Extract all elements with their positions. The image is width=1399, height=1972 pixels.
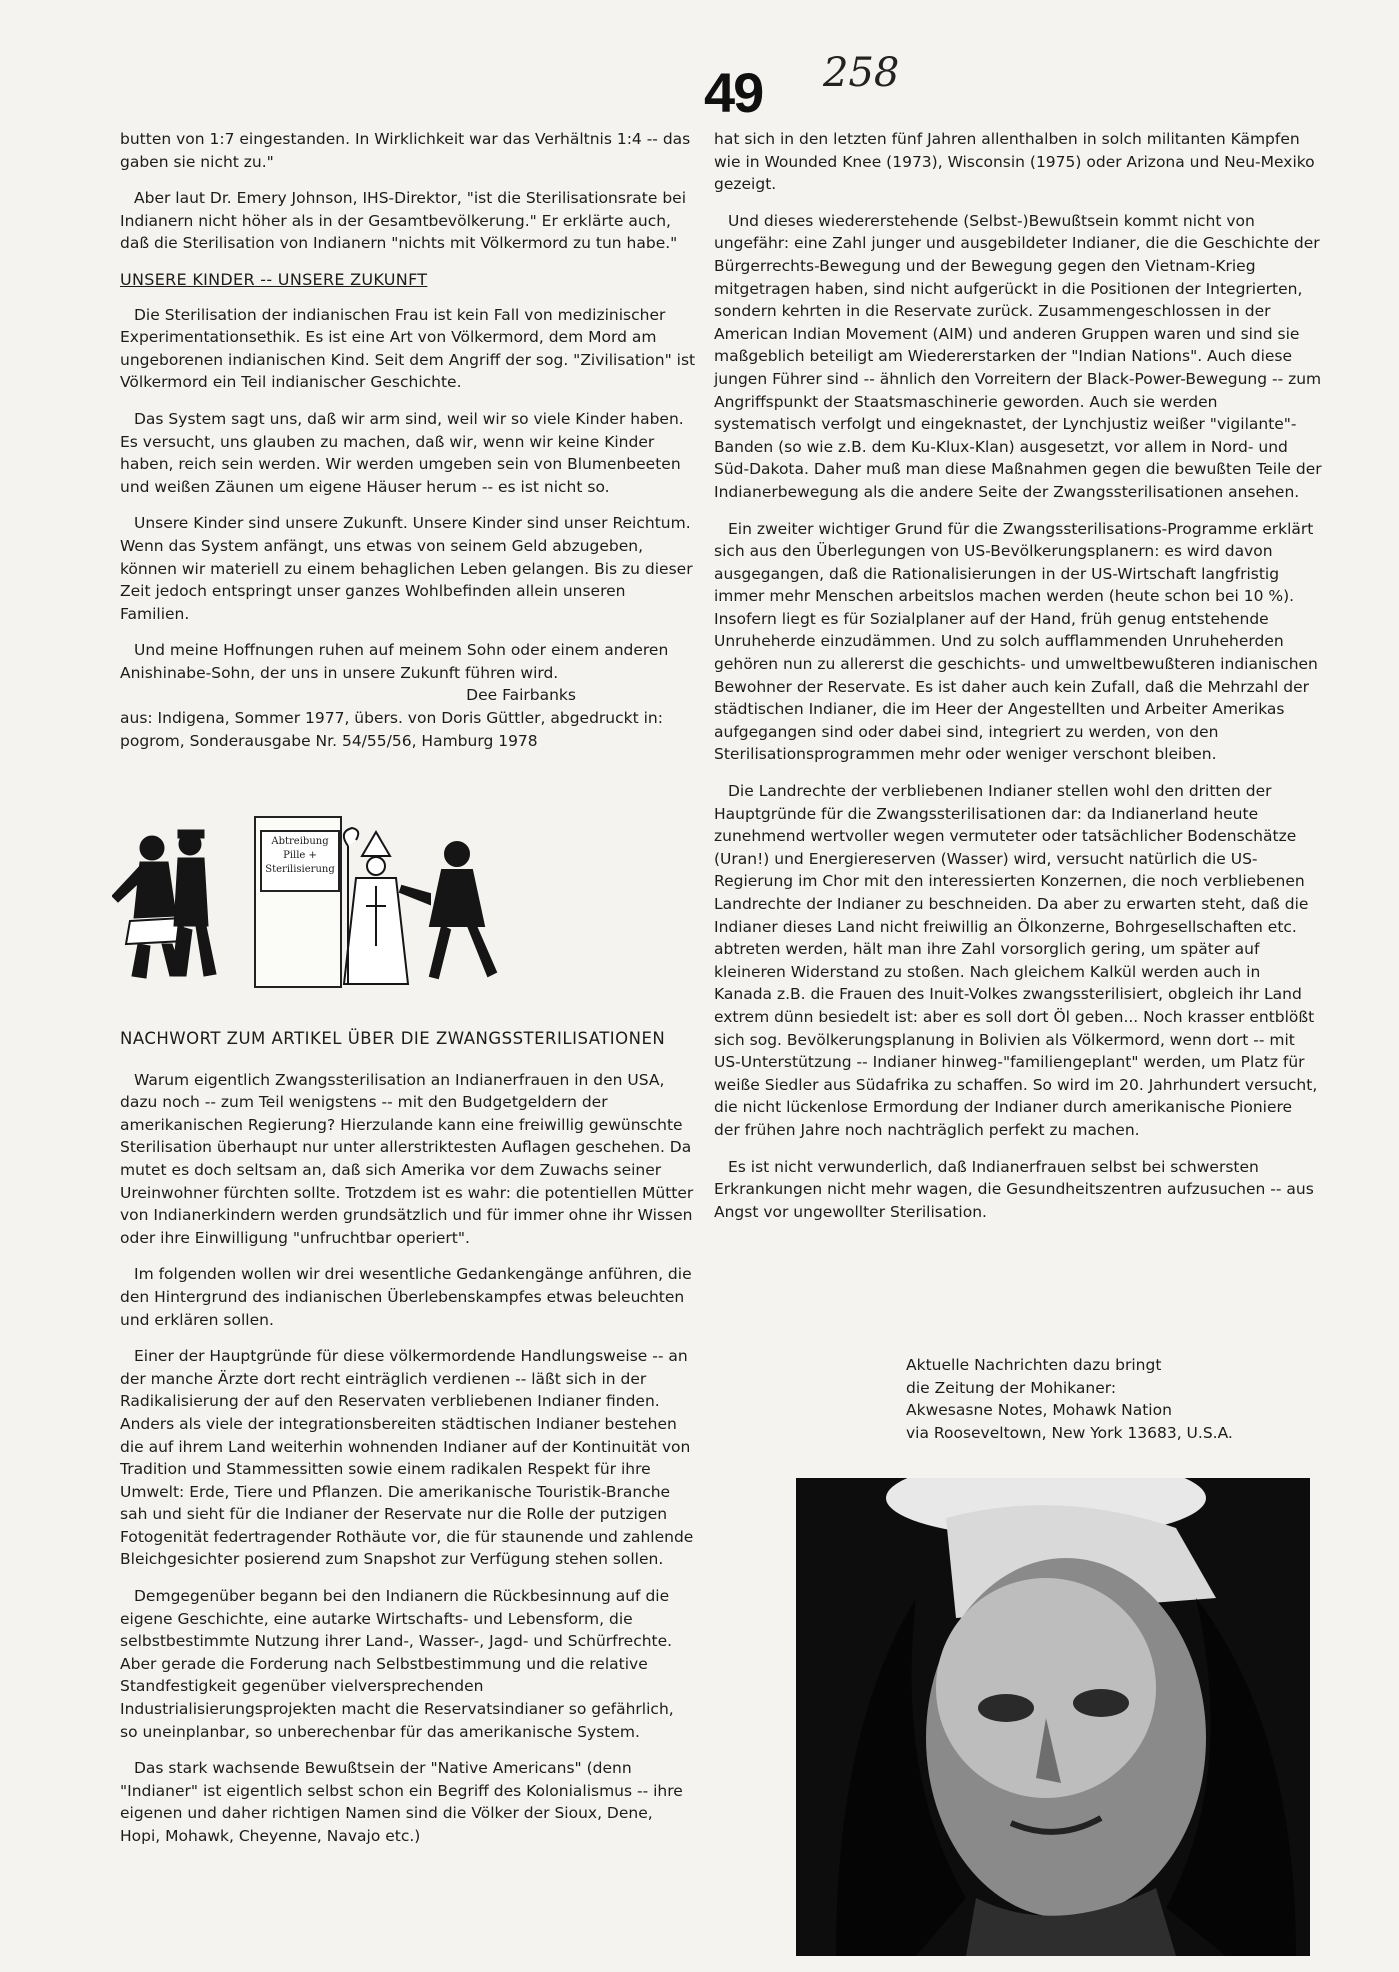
left-paragraph-10: Demgegenüber begann bei den Indianern die Rückbesinnung auf die eigene Geschichte, eine autarke Wirtschafts- und Lebensform, die selbstbestimmte Nutzung ihrer Land-, Wasser-, Jagd- und Schürfrechte. Aber gerade die Forderung nach Selbstbestimmung und die relative Standfestigkeit gegenüber vielversprechenden Industrialisierungsprojekten macht die Reservatsindianer so gefährlich, so uneinplanbar, so unberechenbar für das amerikanische System. [120,1587,674,1741]
handwritten-page-number: 258 [823,50,900,96]
left-paragraph-7: Warum eigentlich Zwangssterilisation an Indianerfrauen in den USA, dazu noch -- zum Teil wenigstens -- mit den Budgetgeldern der amerikanischen Regierung? Hierzulande kann eine freiwillig gewünschte Sterilisation überhaupt nur unter allerstriktesten Auflagen geschehen. Da mutet es doch seltsam an, daß sich Amerika vor dem Zuwachs seiner Ureinwohner fürchten sollte. Trotzdem ist es wahr: die potentiellen Mütter von Indianerkindern werden grundsätzlich und für immer ohne ihr Wissen oder ihre Einwilligung "unfruchtbar operiert". [120,1070,694,1247]
left-paragraph-6: Und meine Hoffnungen ruhen auf meinem Sohn oder einem anderen Anishinabe-Sohn, der uns in unsere Zukunft führen wird. [120,641,669,682]
contact-info [906,1354,1233,1444]
right-paragraph-1: hat sich in den letzten fünf Jahren allenthalben in solch militanten Kämpfen wie in Wounded Knee (1973), Wisconsin (1975) oder Arizona und Neu-Mexiko gezeigt. [714,130,1315,194]
page-number: 49 [704,61,763,124]
cartoon-door-sign [260,830,340,892]
left-column-bottom [120,1028,696,1862]
contact-line-2: die Zeitung der Mohikaner: [906,1378,1117,1397]
left-paragraph-5: Unsere Kinder sind unsere Zukunft. Unsere Kinder sind unser Reichtum. Wenn das System anfängt, uns etwas von seinem Geld abzugeben, können wir materiell zu einem behaglichen Leben gelangen. Bis zu dieser Zeit jedoch entspringt unser ganzes Wohlbefinden allein unseren Familien. [120,514,693,623]
right-paragraph-3: Ein zweiter wichtiger Grund für die Zwangssterilisations-Programme erklärt sich aus den Überlegungen von US-Bevölkerungsplanern: es wird davon ausgegangen, daß die Rationalisierungen in der US-Wirtschaft langfristig immer mehr Menschen arbeitslos machen werden (heute schon bei 10 %). Insofern liegt es für Sozialplaner auf der Hand, früh genug entstehende Unruheherde einzudämmen. Und zu solch aufflammenden Unruheherden gehören nun zu allererst die geschichts- und umweltbewußteren indianischen Bewohner der Reservate. Es ist daher auch kein Zufall, daß die Mehrzahl der städtischen Indianer, die im Heer der Angestellten und Arbeiter Amerikas aufgegangen sind oder dabei sind, integriert zu werden, von den Sterilisationsprogrammen mehr oder weniger verschont bleiben. [714,519,1318,764]
contact-line-3: Akwesasne Notes, Mohawk Nation [906,1401,1172,1420]
sign-line-1: Abtreibung [271,836,329,847]
right-column [714,128,1322,1237]
right-paragraph-5: Es ist nicht verwunderlich, daß Indianerfrauen selbst bei schwersten Erkrankungen nicht mehr wagen, die Gesundheitszentren aufzusuchen -- aus Angst vor ungewollter Sterilisation. [714,1157,1314,1221]
portrait-photo-graphic [796,1478,1310,1956]
author-signature: Dee Fairbanks [466,686,576,705]
portrait-photo [796,1478,1310,1956]
left-column-top [120,128,696,764]
left-paragraph-2: Aber laut Dr. Emery Johnson, IHS-Direktor, "ist die Sterilisationsrate bei Indianern nicht höher als in der Gesamtbevölkerung." Er erklärte auch, daß die Sterilisation von Indianern "nichts mit Völkermord zu tun habe." [120,189,687,253]
right-paragraph-2: Und dieses wiedererstehende (Selbst-)Bewußtsein kommt nicht von ungefähr: eine Zahl junger und ausgebildeter Indianer, die die Geschichte der Bürgerrechts-Bewegung und der Bewegung gegen den Vietnam-Krieg mitgetragen haben, sind nicht aufgerückt in die Positionen der Integrierten, sondern kehrten in die Reservate zurück. Zusammengeschlossen in der American Indian Movement (AIM) und anderen Gruppen waren und sind sie maßgeblich beteiligt am Wiedererstarken der "Indian Nations". Auch diese jungen Führer sind -- ähnlich den Vorreitern der Black-Power-Bewegung -- zum Angriffspunkt der Staatsmaschinerie geworden. Auch sie werden systematisch verfolgt und eingeknastet, der Lynchjustiz weißer "vigilante"-Banden (so wie z.B. dem Ku-Klux-Klan) ausgesetzt, vor allem in Nord- und Süd-Dakota. Daher muß man diese Maßnahmen gegen die bewußten Teile der Indianerbewegung als die andere Seite der Zwangssterilisationen ansehen. [714,211,1322,501]
left-paragraph-8: Im folgenden wollen wir drei wesentliche Gedankengänge anführen, die den Hintergrund des indianischen Überlebenskampfes etwas beleuchten und erklären sollen. [120,1265,692,1329]
left-paragraph-11: Das stark wachsende Bewußtsein der "Native Americans" (denn "Indianer" ist eigentlich selbst schon ein Begriff des Kolonialismus -- ihre eigenen und daher richtigen Namen sind die Völker der Sioux, Dene, Hopi, Mohawk, Cheyenne, Navajo etc.) [120,1759,683,1845]
heading-unsere-kinder: UNSERE KINDER -- UNSERE ZUKUNFT [120,269,428,289]
source-citation: aus: Indigena, Sommer 1977, übers. von Doris Güttler, abgedruckt in: pogrom, Sonderausgabe Nr. 54/55/56, Hamburg 1978 [120,709,663,750]
right-paragraph-4: Die Landrechte der verbliebenen Indianer stellen wohl den dritten der Hauptgründe für die Zwangssterilisationen dar: da Indianerland heute zunehmend wertvoller wegen vermuteter oder tatsächlicher Bodenschätze (Uran!) und Energiereserven (Wasser) wird, versucht natürlich die US-Regierung im Chor mit den interessierten Konzernen, die noch verbliebenen Landrechte der Indianer zu beschneiden. Da aber zu erwarten steht, daß die Indianer dieses Land nicht freiwillig an Ölkonzerne, Bohrgesellschaften etc. abtreten werden, hält man ihre Zahl vorsorglich gering, um später auf kleineren Widerstand zu stoßen. Nach gleichem Kalkül werden auch in Kanada z.B. die Frauen des Inuit-Volkes zwangssterilisiert, obgleich ihr Land extrem dünn besiedelt ist: aber es soll dort Öl geben... Noch krasser entblößt sich sog. Bevölkerungsplanung in Bolivien als Völkermord, wenn dort -- mit US-Unterstützung -- Indianer hinweg-"familiengeplant" werden, um Platz für weiße Siedler aus Südafrika zu schaffen. So wird im 20. Jahrhundert versucht, die nicht lückenlose Ermordung der Indianer durch amerikanische Pioniere der frühen Jahre noch nachträglich perfekt zu machen. [714,782,1318,1139]
heading-nachwort: NACHWORT ZUM ARTIKEL ÜBER DIE ZWANGSSTERILISATIONEN [120,1029,666,1048]
sign-line-3: Sterilisierung [265,864,335,875]
left-paragraph-3: Die Sterilisation der indianischen Frau ist kein Fall von medizinischer Experimentationsethik. Es ist eine Art von Völkermord, dem Mord am ungeborenen indianischen Kind. Seit dem Angriff der sog. "Zivilisation" ist Völkermord ein Teil indianischer Geschichte. [120,305,696,392]
left-paragraph-4: Das System sagt uns, daß wir arm sind, weil wir so viele Kinder haben. Es versucht, uns glauben zu machen, daß wir, wenn wir keine Kinder haben, reich sein werden. Wir werden umgeben sein von Blumenbeeten und weißen Zäunen um eigene Häuser herum -- es ist nicht so. [120,409,684,496]
left-paragraph-9: Einer der Hauptgründe für diese völkermordende Handlungsweise -- an der manche Ärzte dort recht einträglich verdienen -- läßt sich in der Radikalisierung der auf den Reservaten verbliebenen Indianer finden. Anders als viele der integrationsbereiten städtischen Indianer bestehen die auf ihrem Land weiterhin wohnenden Indianer auf der Kontinuität von Tradition und Stammessitten sowie einem radikalen Respekt für ihre Umwelt: Erde, Tiere und Pflanzen. Die amerikanische Touristik-Branche sah und sieht für die Indianer der Reservate nur die Rolle der putzigen Fotogenität federtragender Rothäute vor, die für staunende und zahlende Bleichgesichter posierend zum Snapshot zur Verfügung stehen sollen. [120,1347,694,1569]
contact-line-1: Aktuelle Nachrichten dazu bringt [906,1356,1162,1374]
contact-line-4: via Rooseveltown, New York 13683, U.S.A. [906,1423,1233,1442]
left-paragraph-1: butten von 1:7 eingestanden. In Wirklichkeit war das Verhältnis 1:4 -- das gaben sie nicht zu." [120,130,691,171]
sign-line-2: Pille + [283,850,317,861]
